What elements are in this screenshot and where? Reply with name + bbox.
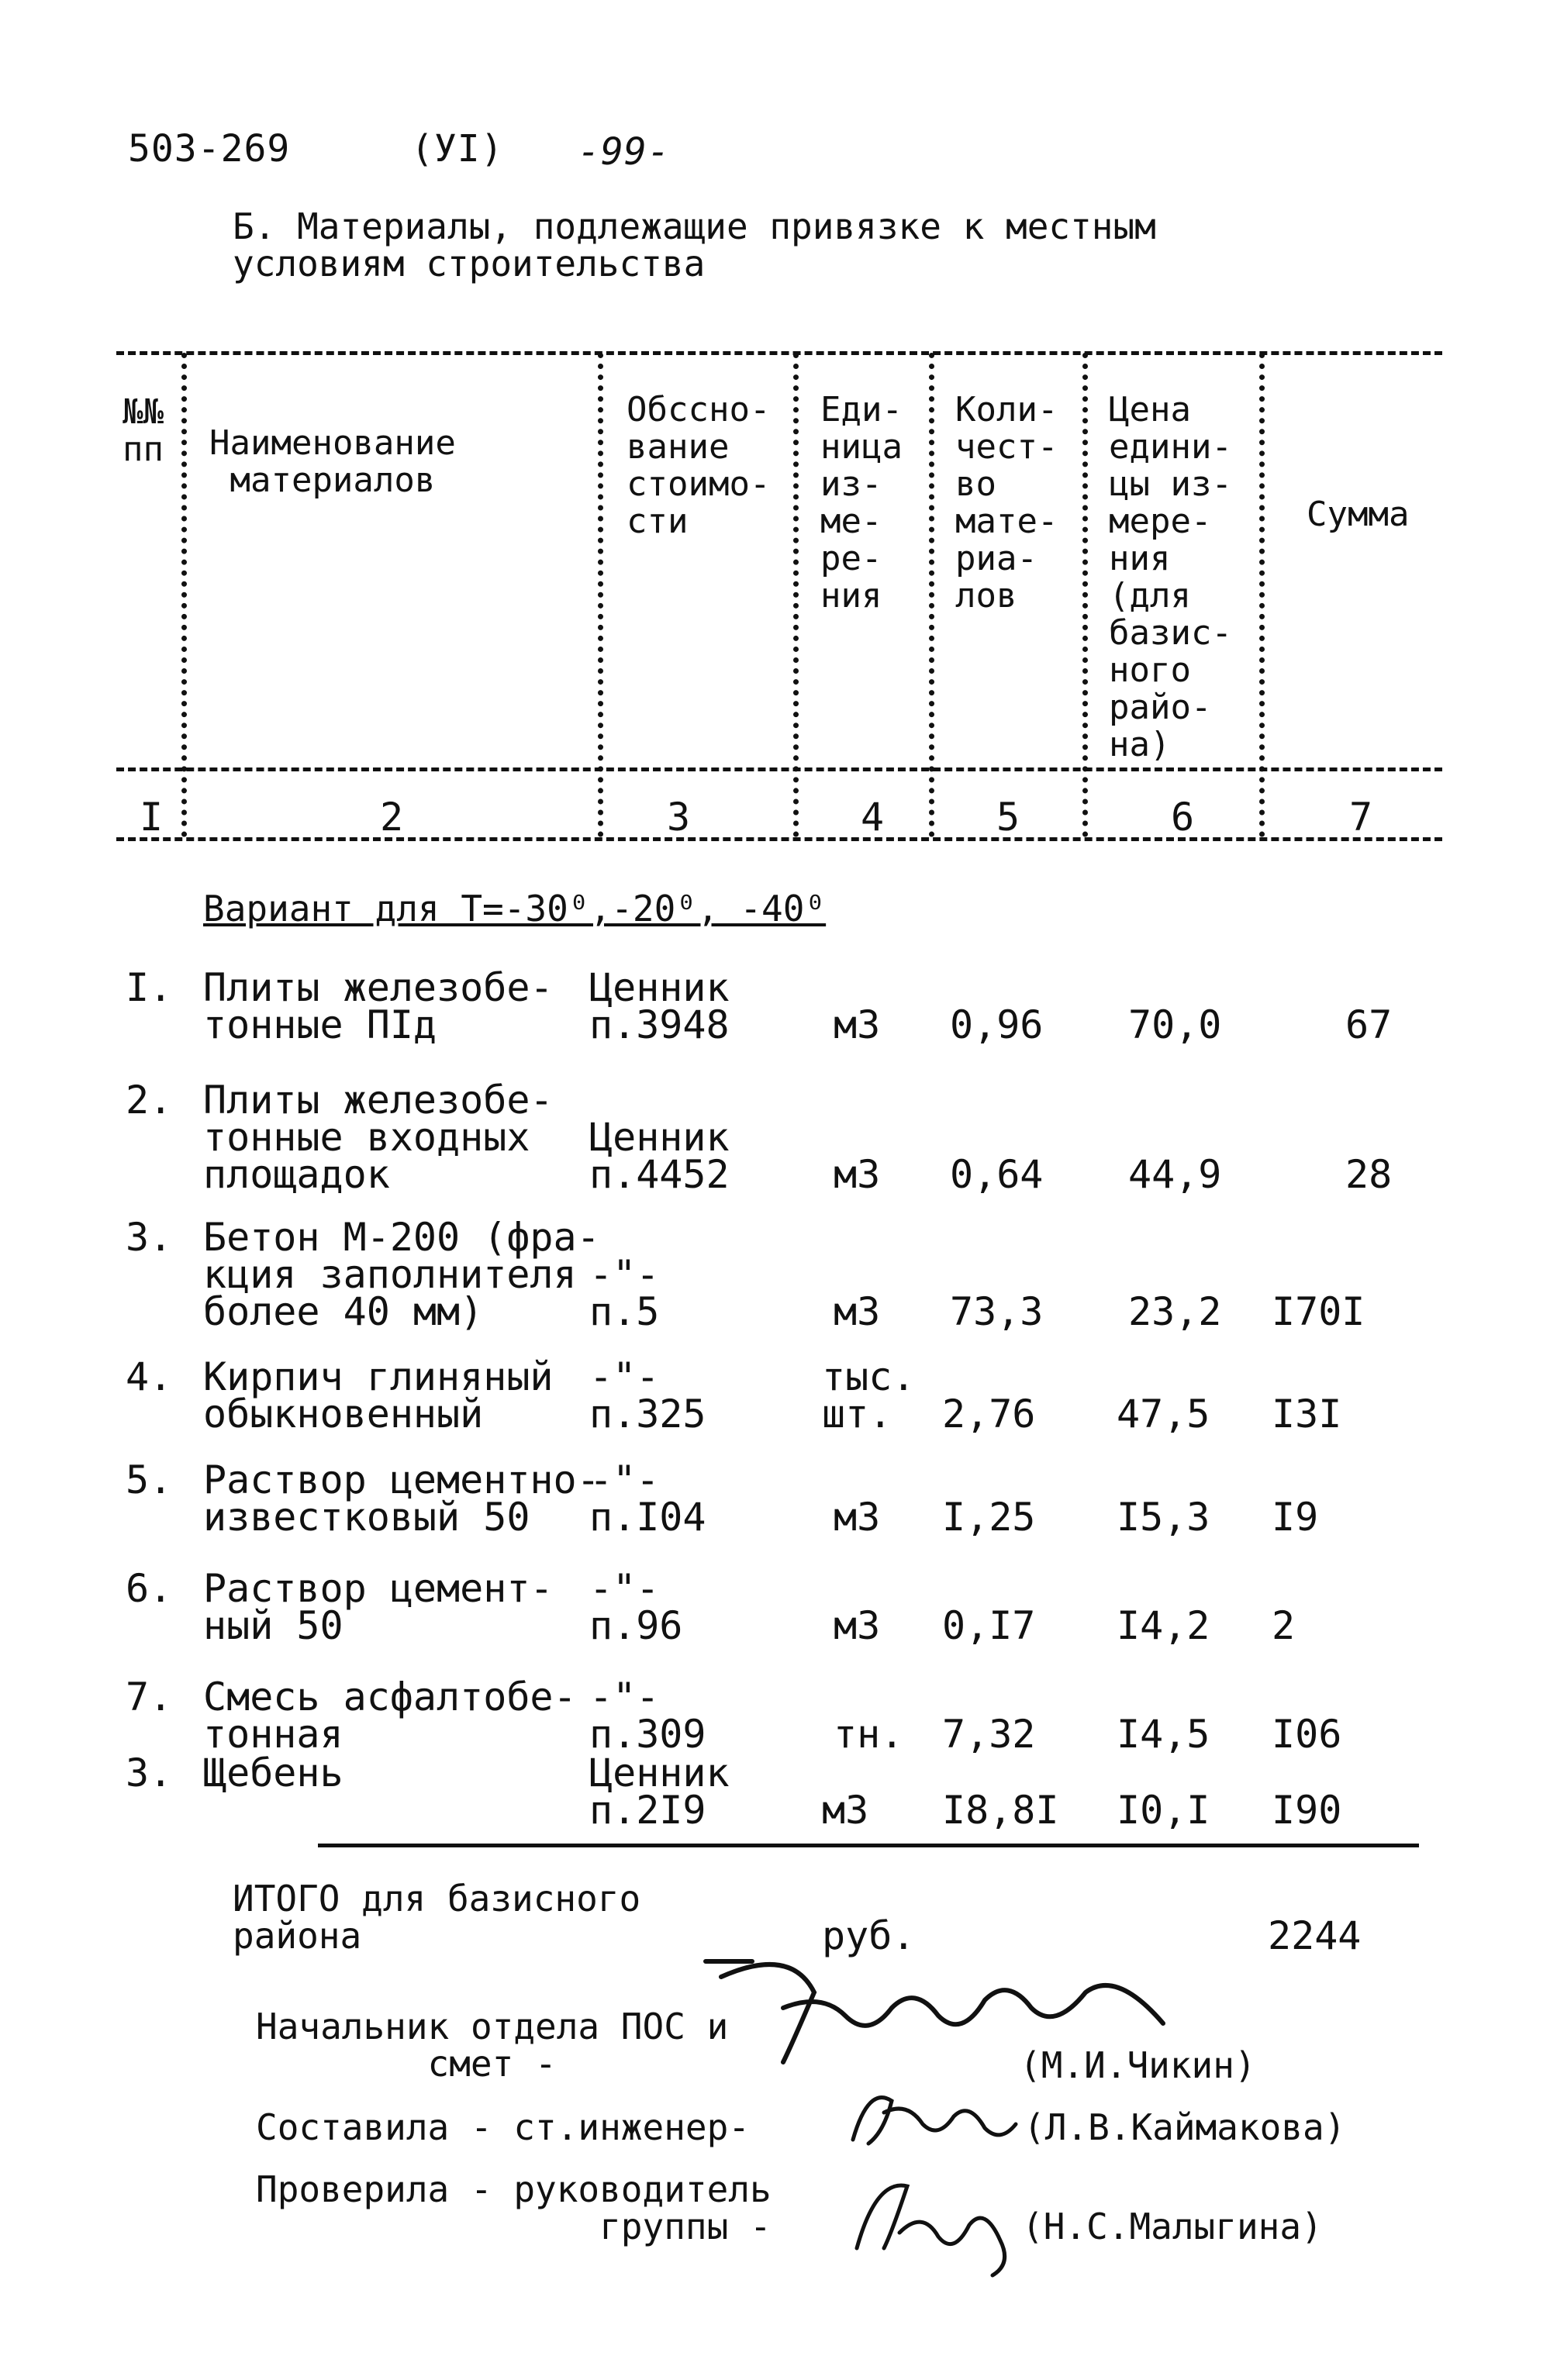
total-unit: руб.: [822, 1913, 916, 1958]
signatory-name: (М.И.Чикин): [1020, 2044, 1256, 2086]
material-name: Смесь асфалтобе- тонная: [203, 1675, 577, 1757]
total-rule: [318, 1844, 1419, 1847]
material-name: Щебень: [203, 1751, 344, 1795]
table-top-rule: [116, 351, 1442, 355]
signatory-name: (Л.В.Каймакова): [1024, 2106, 1346, 2148]
column-separator: [793, 353, 799, 837]
quantity: 73,3: [950, 1289, 1044, 1334]
column-header-sum: Сумма: [1307, 495, 1410, 534]
column-separator: [181, 353, 187, 837]
column-header-unit: Еди- ница из- ме- ре- ния: [820, 390, 903, 616]
column-header-number: №№ пп: [123, 392, 164, 469]
material-name: Плиты железобе- тонные входных площадок: [203, 1078, 554, 1197]
sum: 67: [1345, 1002, 1393, 1047]
unit-price: 44,9: [1128, 1152, 1222, 1197]
variant-label: Вариант для Т=-30⁰,-20⁰, -40⁰: [203, 888, 827, 930]
material-name: Раствор цемент- ный 50: [203, 1566, 554, 1648]
sum: I70I: [1272, 1289, 1365, 1334]
quantity: 0,I7: [942, 1603, 1036, 1648]
column-number: 7: [1349, 795, 1373, 840]
unit-price: I4,5: [1117, 1712, 1210, 1757]
row-number: 3.: [126, 1751, 173, 1795]
table-header-rule: [116, 767, 1442, 771]
column-number: I: [140, 795, 164, 840]
material-name: Бетон М-200 (фра- кция заполнителя более 40 мм): [203, 1215, 600, 1334]
quantity: 7,32: [942, 1712, 1036, 1757]
row-number: 6.: [126, 1566, 173, 1611]
unit: м3: [834, 1603, 881, 1648]
column-number: 5: [996, 795, 1020, 840]
section-title: Б. Материалы, подлежащие привязке к местным условиям строительства: [233, 205, 1156, 285]
cost-basis: Ценник п.2I9: [589, 1751, 730, 1833]
unit: м3: [822, 1788, 869, 1833]
cost-basis: -"- п.325: [589, 1354, 706, 1437]
material-name: Кирпич глиняный обыкновенный: [203, 1354, 554, 1437]
signature-role: Проверила - руководитель группы -: [256, 2168, 772, 2247]
unit: тыс. шт.: [822, 1354, 916, 1437]
total-label: ИТОГО для базисного района: [233, 1878, 641, 1957]
column-number: 4: [861, 795, 885, 840]
column-separator: [598, 353, 603, 837]
unit: тн.: [834, 1712, 904, 1757]
row-number: 2.: [126, 1078, 173, 1123]
sum: 2: [1272, 1603, 1296, 1648]
column-header-name: Наименование материалов: [209, 423, 456, 500]
sum: I3I: [1272, 1392, 1342, 1437]
row-number: 5.: [126, 1457, 173, 1502]
unit-price: I4,2: [1117, 1603, 1210, 1648]
signature-kaymakova: [837, 2070, 1024, 2155]
volume-number: (УI): [411, 127, 504, 171]
unit-price: 47,5: [1117, 1392, 1210, 1437]
sum: I90: [1272, 1788, 1342, 1833]
unit: м3: [834, 1495, 881, 1540]
cost-basis: -"- п.I04: [589, 1457, 706, 1540]
quantity: 0,64: [950, 1152, 1044, 1197]
cost-basis: Ценник п.4452: [589, 1115, 730, 1197]
row-number: 7.: [126, 1675, 173, 1719]
page-number: -99-: [578, 130, 671, 174]
column-separator: [1259, 353, 1265, 837]
cost-basis: -"- п.309: [589, 1675, 706, 1757]
signature-role: Начальник отдела ПОС и смет -: [256, 2006, 729, 2085]
row-number: 4.: [126, 1354, 173, 1399]
signature-chikin: [698, 1930, 1179, 2093]
row-number: 3.: [126, 1215, 173, 1260]
quantity: 0,96: [950, 1002, 1044, 1047]
column-separator: [929, 353, 934, 837]
column-header-basis: Обсcно- вание стоимо- сти: [627, 390, 771, 541]
unit-price: 23,2: [1128, 1289, 1222, 1334]
table-numbers-rule: [116, 837, 1442, 841]
cost-basis: -"- п.96: [589, 1566, 683, 1648]
unit-price: 70,0: [1128, 1002, 1222, 1047]
quantity: I,25: [942, 1495, 1036, 1540]
document-number: 503-269: [128, 127, 291, 171]
cost-basis: Ценник п.3948: [589, 965, 730, 1047]
column-separator: [1082, 353, 1088, 837]
unit: м3: [834, 1002, 881, 1047]
sum: 28: [1345, 1152, 1393, 1197]
unit: м3: [834, 1152, 881, 1197]
column-number: 6: [1171, 795, 1195, 840]
column-header-quantity: Коли- чест- во мате- риа- лов: [955, 390, 1058, 616]
quantity: I8,8I: [942, 1788, 1059, 1833]
row-number: I.: [126, 965, 173, 1010]
signatory-name: (Н.С.Малыгина): [1022, 2206, 1323, 2247]
signature-malygina: [837, 2163, 1024, 2279]
material-name: Плиты железобе- тонные ПIд: [203, 965, 554, 1047]
cost-basis: -"- п.5: [589, 1252, 660, 1334]
total-value: 2244: [1268, 1913, 1362, 1958]
sum: I06: [1272, 1712, 1342, 1757]
column-header-price: Цена едини- цы из- мере- ния (для базис- ного райо- на): [1109, 390, 1232, 764]
column-number: 2: [380, 795, 404, 840]
column-number: 3: [667, 795, 691, 840]
unit: м3: [834, 1289, 881, 1334]
quantity: 2,76: [942, 1392, 1036, 1437]
sum: I9: [1272, 1495, 1319, 1540]
signature-role: Составила - ст.инженер-: [256, 2106, 750, 2148]
unit-price: I5,3: [1117, 1495, 1210, 1540]
material-name: Раствор цементно- известковый 50: [203, 1457, 600, 1540]
unit-price: I0,I: [1117, 1788, 1210, 1833]
